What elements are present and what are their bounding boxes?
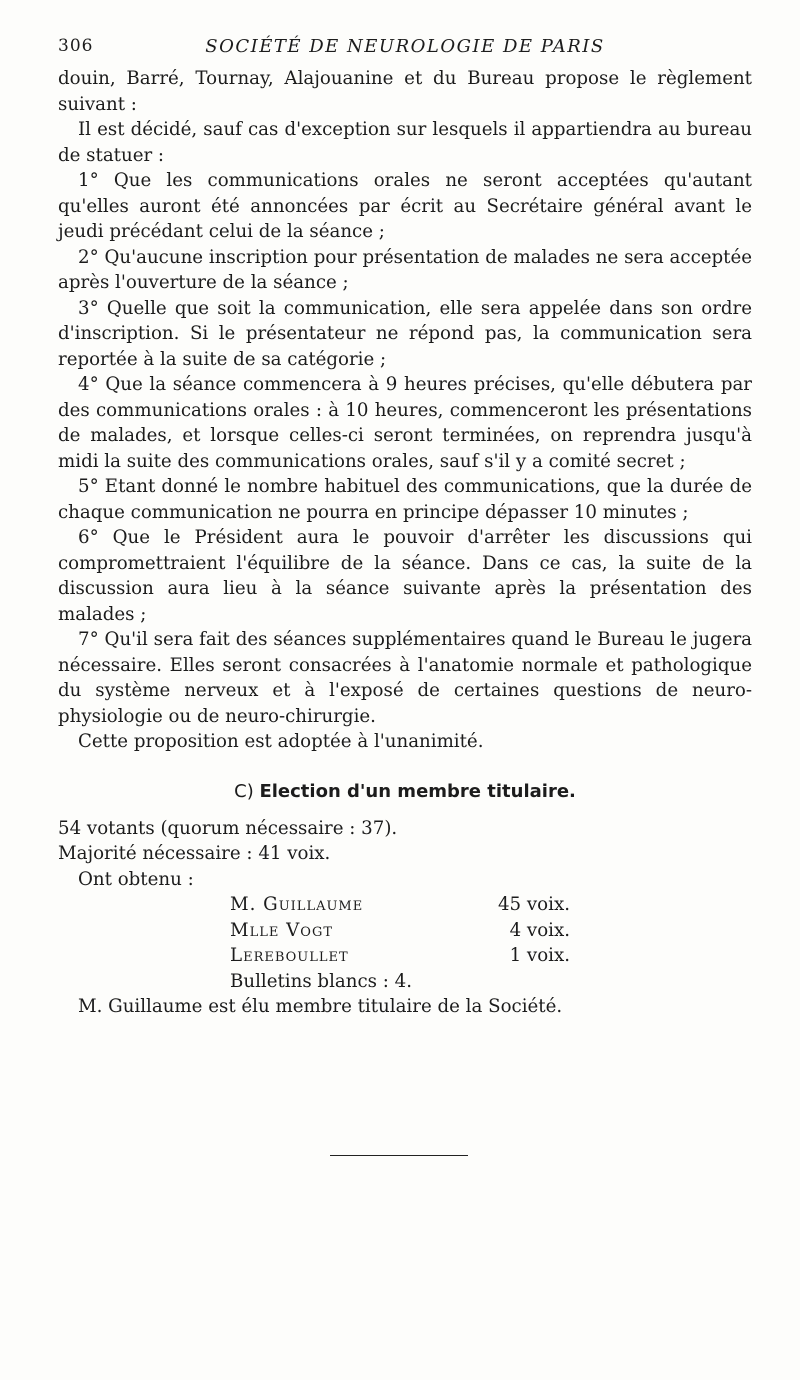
rule-item-2: 2° Qu'aucune inscription pour présentation de malades ne sera acceptée après l'ouverture de la séance ; xyxy=(58,246,752,293)
candidate-name: M. Guillaume xyxy=(230,894,364,915)
section-prefix: C) xyxy=(234,780,254,802)
section-heading: Election d'un membre titulaire. xyxy=(259,780,576,802)
candidate-name: Lereboullet xyxy=(230,945,349,966)
results-list xyxy=(230,892,570,994)
candidate-votes: 1 voix. xyxy=(509,945,570,966)
candidate-name: Mlle Vogt xyxy=(230,919,334,941)
closing-rule xyxy=(330,1155,468,1156)
votants-line: 54 votants (quorum nécessaire : 37). xyxy=(58,817,398,839)
majorite-line: Majorité nécessaire : 41 voix. xyxy=(58,843,331,864)
paragraph: douin, Barré, Tournay, Alajouanine et du Bureau propose le règlement suivant : xyxy=(58,68,752,115)
running-title: SOCIÉTÉ DE NEUROLOGIE DE PARIS xyxy=(205,36,605,57)
adoption-paragraph: Cette proposition est adoptée à l'unanimité. xyxy=(78,731,484,752)
result-row xyxy=(230,943,570,969)
candidate-votes: 4 voix. xyxy=(509,919,570,941)
rule-item-7: 7° Qu'il sera fait des séances supplémentaires quand le Bureau le jugera nécessaire. Elles seront consacrées à l'anatomie normale et pathologique du système nerveux et à l'exposé de certaines questions de neuro-physiologie ou de neuro-chirurgie. xyxy=(58,629,752,727)
rule-item-1: 1° Que les communications orales ne seront acceptées qu'autant qu'elles auront été annoncées par écrit au Secrétaire général avant le jeudi précédant celui de la séance ; xyxy=(58,170,752,242)
blank-ballots-row xyxy=(230,969,570,995)
rule-item-5: 5° Etant donné le nombre habituel des communications, que la durée de chaque communication ne pourra en principe dépasser 10 minutes ; xyxy=(58,476,752,523)
candidate-votes: 45 voix. xyxy=(497,894,570,915)
ont-obtenu-line: Ont obtenu : xyxy=(78,868,194,890)
section-title xyxy=(58,781,752,802)
rule-item-3: 3° Quelle que soit la communication, elle sera appelée dans son ordre d'inscription. Si le présentateur ne répond pas, la communication sera reportée à la suite de sa catégorie ; xyxy=(58,297,752,370)
rule-item-4: 4° Que la séance commencera à 9 heures précises, qu'elle débutera par des communications orales : à 10 heures, commenceront les présentations de malades, et lorsque celles-ci seront terminées, on reprendra jusqu'à midi la suite des communications orales, sauf s'il y a comité secret ; xyxy=(58,374,752,472)
page-number: 306 xyxy=(58,36,94,56)
blank-ballots: Bulletins blancs : 4. xyxy=(230,970,413,992)
rule-item-6: 6° Que le Président aura le pouvoir d'arrêter les discussions qui compromettraient l'équilibre de la séance. Dans ce cas, la suite de la discussion aura lieu à la séance suivante après la présentation des malades ; xyxy=(58,527,752,625)
paragraph: Il est décidé, sauf cas d'exception sur lesquels il appartiendra au bureau de statuer : xyxy=(58,119,752,166)
result-row xyxy=(230,892,570,918)
result-row xyxy=(230,918,570,944)
page-header xyxy=(58,36,752,66)
body-text xyxy=(58,66,752,755)
election-conclusion: M. Guillaume est élu membre titulaire de la Société. xyxy=(78,996,563,1017)
page xyxy=(58,36,752,1020)
